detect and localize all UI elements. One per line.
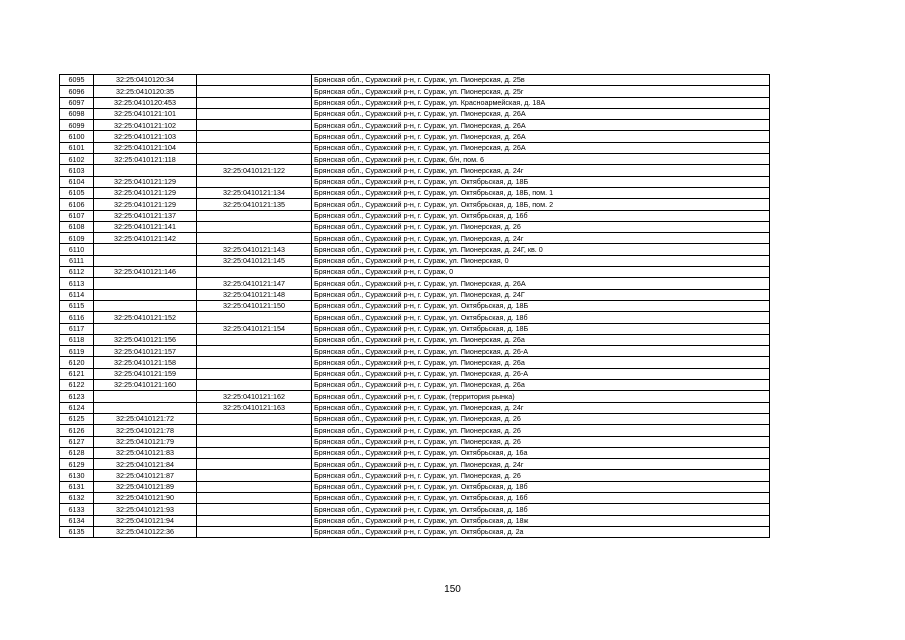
row-number-cell: 6101 (60, 142, 94, 153)
cadastral-number-cell: 32:25:0410121:146 (94, 267, 197, 278)
table-row (60, 244, 770, 255)
table-row (60, 199, 770, 210)
address-cell: Брянская обл., Суражский р-н, г. Сураж, ул. Пионерская, д. 25г (312, 86, 770, 97)
table-row (60, 470, 770, 481)
building-cadastral-number-cell (197, 413, 312, 424)
cadastral-number-cell: 32:25:0410121:103 (94, 131, 197, 142)
address-cell: Брянская обл., Суражский р-н, г. Сураж, б/н, пом. 6 (312, 154, 770, 165)
table-row (60, 515, 770, 526)
building-cadastral-number-cell (197, 210, 312, 221)
address-cell: Брянская обл., Суражский р-н, г. Сураж, ул. Пионерская, д. 26 (312, 221, 770, 232)
table-body (60, 75, 770, 538)
table-row (60, 357, 770, 368)
address-cell: Брянская обл., Суражский р-н, г. Сураж, ул. Пионерская, д. 24Г (312, 289, 770, 300)
building-cadastral-number-cell (197, 436, 312, 447)
cadastral-number-cell: 32:25:0410121:104 (94, 142, 197, 153)
building-cadastral-number-cell (197, 267, 312, 278)
cadastral-number-cell: 32:25:0410121:101 (94, 108, 197, 119)
building-cadastral-number-cell: 32:25:0410121:135 (197, 199, 312, 210)
row-number-cell: 6122 (60, 380, 94, 391)
building-cadastral-number-cell (197, 312, 312, 323)
cadastral-number-cell (94, 289, 197, 300)
cadastral-number-cell: 32:25:0410121:159 (94, 368, 197, 379)
cadastral-number-cell: 32:25:0410121:129 (94, 187, 197, 198)
table-row (60, 165, 770, 176)
building-cadastral-number-cell (197, 481, 312, 492)
table-row (60, 176, 770, 187)
row-number-cell: 6109 (60, 233, 94, 244)
address-cell: Брянская обл., Суражский р-н, г. Сураж, ул. Пионерская, д. 26А (312, 278, 770, 289)
cadastral-number-cell: 32:25:0410121:142 (94, 233, 197, 244)
building-cadastral-number-cell: 32:25:0410121:143 (197, 244, 312, 255)
address-cell: Брянская обл., Суражский р-н, г. Сураж, 0 (312, 267, 770, 278)
address-cell: Брянская обл., Суражский р-н, г. Сураж, ул. Октябрьская, д. 18Б, пом. 2 (312, 199, 770, 210)
cadastral-number-cell: 32:25:0410121:89 (94, 481, 197, 492)
building-cadastral-number-cell (197, 108, 312, 119)
address-cell: Брянская обл., Суражский р-н, г. Сураж, ул. Пионерская, д. 24г (312, 402, 770, 413)
row-number-cell: 6121 (60, 368, 94, 379)
table-row (60, 97, 770, 108)
address-cell: Брянская обл., Суражский р-н, г. Сураж, ул. Октябрьская, д. 18Б, пом. 1 (312, 187, 770, 198)
table-row (60, 526, 770, 537)
row-number-cell: 6112 (60, 267, 94, 278)
row-number-cell: 6128 (60, 447, 94, 458)
cadastral-number-cell: 32:25:0410121:79 (94, 436, 197, 447)
row-number-cell: 6120 (60, 357, 94, 368)
cadastral-number-cell: 32:25:0410121:102 (94, 120, 197, 131)
cadastral-number-cell: 32:25:0410121:94 (94, 515, 197, 526)
address-cell: Брянская обл., Суражский р-н, г. Сураж, ул. Пионерская, д. 24Г, кв. 0 (312, 244, 770, 255)
building-cadastral-number-cell (197, 357, 312, 368)
cadastral-number-cell (94, 278, 197, 289)
cadastral-number-cell: 32:25:0410121:152 (94, 312, 197, 323)
row-number-cell: 6099 (60, 120, 94, 131)
address-cell: Брянская обл., Суражский р-н, г. Сураж, ул. Пионерская, д. 26а (312, 334, 770, 345)
row-number-cell: 6125 (60, 413, 94, 424)
building-cadastral-number-cell (197, 154, 312, 165)
address-cell: Брянская обл., Суражский р-н, г. Сураж, ул. Пионерская, д. 24г (312, 233, 770, 244)
row-number-cell: 6104 (60, 176, 94, 187)
table-row (60, 447, 770, 458)
building-cadastral-number-cell (197, 425, 312, 436)
row-number-cell: 6131 (60, 481, 94, 492)
address-cell: Брянская обл., Суражский р-н, г. Сураж, ул. Пионерская, д. 26-А (312, 346, 770, 357)
row-number-cell: 6095 (60, 75, 94, 86)
row-number-cell: 6127 (60, 436, 94, 447)
table-row (60, 75, 770, 86)
cadastral-number-cell: 32:25:0410121:129 (94, 176, 197, 187)
cadastral-number-cell: 32:25:0410121:129 (94, 199, 197, 210)
cadastral-number-cell (94, 323, 197, 334)
table-row (60, 323, 770, 334)
building-cadastral-number-cell (197, 504, 312, 515)
row-number-cell: 6126 (60, 425, 94, 436)
property-registry-table (59, 74, 770, 538)
address-cell: Брянская обл., Суражский р-н, г. Сураж, (территория рынка) (312, 391, 770, 402)
building-cadastral-number-cell (197, 97, 312, 108)
row-number-cell: 6107 (60, 210, 94, 221)
building-cadastral-number-cell (197, 75, 312, 86)
building-cadastral-number-cell (197, 368, 312, 379)
address-cell: Брянская обл., Суражский р-н, г. Сураж, ул. Пионерская, д. 26 (312, 436, 770, 447)
building-cadastral-number-cell: 32:25:0410121:134 (197, 187, 312, 198)
table-row (60, 425, 770, 436)
row-number-cell: 6134 (60, 515, 94, 526)
table-row (60, 154, 770, 165)
row-number-cell: 6106 (60, 199, 94, 210)
address-cell: Брянская обл., Суражский р-н, г. Сураж, ул. Пионерская, д. 24г (312, 459, 770, 470)
table-row (60, 221, 770, 232)
address-cell: Брянская обл., Суражский р-н, г. Сураж, ул. Октябрьская, д. 2а (312, 526, 770, 537)
row-number-cell: 6102 (60, 154, 94, 165)
cadastral-number-cell: 32:25:0410121:78 (94, 425, 197, 436)
table-row (60, 131, 770, 142)
address-cell: Брянская обл., Суражский р-н, г. Сураж, ул. Пионерская, 0 (312, 255, 770, 266)
table-row (60, 402, 770, 413)
address-cell: Брянская обл., Суражский р-н, г. Сураж, ул. Октябрьская, д. 16б (312, 210, 770, 221)
cadastral-number-cell: 32:25:0410121:141 (94, 221, 197, 232)
address-cell: Брянская обл., Суражский р-н, г. Сураж, ул. Красноармейская, д. 18А (312, 97, 770, 108)
building-cadastral-number-cell (197, 492, 312, 503)
table-row (60, 368, 770, 379)
table-row (60, 278, 770, 289)
building-cadastral-number-cell (197, 515, 312, 526)
building-cadastral-number-cell (197, 380, 312, 391)
address-cell: Брянская обл., Суражский р-н, г. Сураж, ул. Пионерская, д. 24г (312, 165, 770, 176)
building-cadastral-number-cell: 32:25:0410121:150 (197, 300, 312, 311)
building-cadastral-number-cell: 32:25:0410121:147 (197, 278, 312, 289)
cadastral-number-cell: 32:25:0410121:156 (94, 334, 197, 345)
address-cell: Брянская обл., Суражский р-н, г. Сураж, ул. Пионерская, д. 26А (312, 108, 770, 119)
row-number-cell: 6096 (60, 86, 94, 97)
address-cell: Брянская обл., Суражский р-н, г. Сураж, ул. Пионерская, д. 26 (312, 470, 770, 481)
cadastral-number-cell: 32:25:0410121:158 (94, 357, 197, 368)
table-row (60, 187, 770, 198)
building-cadastral-number-cell: 32:25:0410121:122 (197, 165, 312, 176)
row-number-cell: 6097 (60, 97, 94, 108)
address-cell: Брянская обл., Суражский р-н, г. Сураж, ул. Октябрьская, д. 18Б (312, 176, 770, 187)
building-cadastral-number-cell: 32:25:0410121:145 (197, 255, 312, 266)
table-row (60, 255, 770, 266)
cadastral-number-cell (94, 300, 197, 311)
row-number-cell: 6132 (60, 492, 94, 503)
address-cell: Брянская обл., Суражский р-н, г. Сураж, ул. Октябрьская, д. 18б (312, 312, 770, 323)
table-row (60, 108, 770, 119)
table-row (60, 504, 770, 515)
cadastral-number-cell (94, 244, 197, 255)
building-cadastral-number-cell: 32:25:0410121:148 (197, 289, 312, 300)
table-row (60, 413, 770, 424)
row-number-cell: 6115 (60, 300, 94, 311)
building-cadastral-number-cell: 32:25:0410121:162 (197, 391, 312, 402)
page-number: 150 (444, 584, 461, 595)
address-cell: Брянская обл., Суражский р-н, г. Сураж, ул. Октябрьская, д. 18Б (312, 323, 770, 334)
address-cell: Брянская обл., Суражский р-н, г. Сураж, ул. Октябрьская, д. 18ж (312, 515, 770, 526)
building-cadastral-number-cell: 32:25:0410121:154 (197, 323, 312, 334)
cadastral-number-cell: 32:25:0410121:87 (94, 470, 197, 481)
row-number-cell: 6113 (60, 278, 94, 289)
cadastral-number-cell: 32:25:0410121:90 (94, 492, 197, 503)
address-cell: Брянская обл., Суражский р-н, г. Сураж, ул. Пионерская, д. 26 (312, 425, 770, 436)
row-number-cell: 6114 (60, 289, 94, 300)
building-cadastral-number-cell (197, 447, 312, 458)
row-number-cell: 6103 (60, 165, 94, 176)
row-number-cell: 6129 (60, 459, 94, 470)
cadastral-number-cell (94, 165, 197, 176)
building-cadastral-number-cell (197, 131, 312, 142)
cadastral-number-cell: 32:25:0410121:72 (94, 413, 197, 424)
cadastral-number-cell: 32:25:0410121:157 (94, 346, 197, 357)
table-row (60, 142, 770, 153)
row-number-cell: 6135 (60, 526, 94, 537)
row-number-cell: 6110 (60, 244, 94, 255)
row-number-cell: 6123 (60, 391, 94, 402)
table-row (60, 267, 770, 278)
cadastral-number-cell: 32:25:0410121:84 (94, 459, 197, 470)
table-row (60, 459, 770, 470)
cadastral-number-cell: 32:25:0410120:34 (94, 75, 197, 86)
building-cadastral-number-cell (197, 86, 312, 97)
row-number-cell: 6108 (60, 221, 94, 232)
address-cell: Брянская обл., Суражский р-н, г. Сураж, ул. Пионерская, д. 26А (312, 142, 770, 153)
address-cell: Брянская обл., Суражский р-н, г. Сураж, ул. Пионерская, д. 26а (312, 380, 770, 391)
cadastral-number-cell (94, 255, 197, 266)
row-number-cell: 6100 (60, 131, 94, 142)
cadastral-number-cell (94, 402, 197, 413)
address-cell: Брянская обл., Суражский р-н, г. Сураж, ул. Октябрьская, д. 16а (312, 447, 770, 458)
table-row (60, 481, 770, 492)
cadastral-number-cell (94, 391, 197, 402)
table-row (60, 492, 770, 503)
table-row (60, 334, 770, 345)
table-row (60, 346, 770, 357)
address-cell: Брянская обл., Суражский р-н, г. Сураж, ул. Октябрьская, д. 18б (312, 481, 770, 492)
table-row (60, 210, 770, 221)
row-number-cell: 6105 (60, 187, 94, 198)
address-cell: Брянская обл., Суражский р-н, г. Сураж, ул. Пионерская, д. 26А (312, 120, 770, 131)
cadastral-number-cell: 32:25:0410121:160 (94, 380, 197, 391)
building-cadastral-number-cell (197, 120, 312, 131)
building-cadastral-number-cell (197, 459, 312, 470)
row-number-cell: 6119 (60, 346, 94, 357)
building-cadastral-number-cell (197, 334, 312, 345)
building-cadastral-number-cell (197, 176, 312, 187)
address-cell: Брянская обл., Суражский р-н, г. Сураж, ул. Октябрьская, д. 18б (312, 504, 770, 515)
address-cell: Брянская обл., Суражский р-н, г. Сураж, ул. Октябрьская, д. 18Б (312, 300, 770, 311)
building-cadastral-number-cell (197, 221, 312, 232)
table-row (60, 391, 770, 402)
address-cell: Брянская обл., Суражский р-н, г. Сураж, ул. Октябрьская, д. 16б (312, 492, 770, 503)
building-cadastral-number-cell (197, 526, 312, 537)
cadastral-number-cell: 32:25:0410120:35 (94, 86, 197, 97)
building-cadastral-number-cell (197, 142, 312, 153)
table-row (60, 300, 770, 311)
row-number-cell: 6133 (60, 504, 94, 515)
row-number-cell: 6111 (60, 255, 94, 266)
cadastral-number-cell: 32:25:0410120:453 (94, 97, 197, 108)
address-cell: Брянская обл., Суражский р-н, г. Сураж, ул. Пионерская, д. 25в (312, 75, 770, 86)
table-row (60, 120, 770, 131)
address-cell: Брянская обл., Суражский р-н, г. Сураж, ул. Пионерская, д. 26А (312, 131, 770, 142)
cadastral-number-cell: 32:25:0410122:36 (94, 526, 197, 537)
table-row (60, 436, 770, 447)
building-cadastral-number-cell (197, 233, 312, 244)
building-cadastral-number-cell (197, 470, 312, 481)
building-cadastral-number-cell: 32:25:0410121:163 (197, 402, 312, 413)
cadastral-number-cell: 32:25:0410121:118 (94, 154, 197, 165)
row-number-cell: 6116 (60, 312, 94, 323)
row-number-cell: 6118 (60, 334, 94, 345)
building-cadastral-number-cell (197, 346, 312, 357)
cadastral-number-cell: 32:25:0410121:83 (94, 447, 197, 458)
table-row (60, 86, 770, 97)
address-cell: Брянская обл., Суражский р-н, г. Сураж, ул. Пионерская, д. 26-А (312, 368, 770, 379)
table-row (60, 380, 770, 391)
row-number-cell: 6117 (60, 323, 94, 334)
table-row (60, 233, 770, 244)
table-row (60, 312, 770, 323)
row-number-cell: 6124 (60, 402, 94, 413)
address-cell: Брянская обл., Суражский р-н, г. Сураж, ул. Пионерская, д. 26а (312, 357, 770, 368)
cadastral-number-cell: 32:25:0410121:93 (94, 504, 197, 515)
cadastral-number-cell: 32:25:0410121:137 (94, 210, 197, 221)
row-number-cell: 6130 (60, 470, 94, 481)
address-cell: Брянская обл., Суражский р-н, г. Сураж, ул. Пионерская, д. 26 (312, 413, 770, 424)
table-row (60, 289, 770, 300)
row-number-cell: 6098 (60, 108, 94, 119)
